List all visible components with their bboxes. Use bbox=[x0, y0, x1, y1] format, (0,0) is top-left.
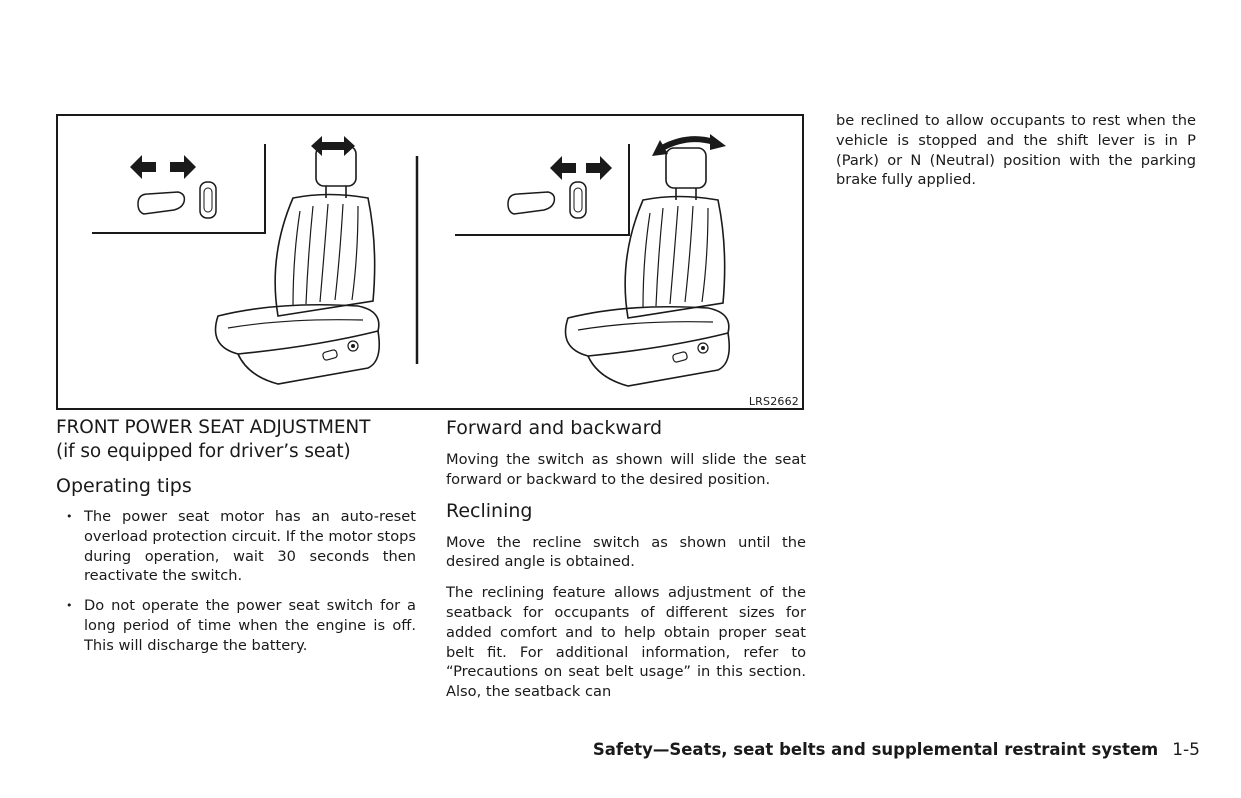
tips-list bbox=[56, 507, 416, 656]
reclining-heading: Reclining bbox=[446, 499, 533, 522]
continued-text: be reclined to allow occupants to rest when the vehicle is stopped and the shift lever is in P (Park) or N (Neutral) position with the parking brake fully applied. bbox=[836, 112, 1196, 189]
seat-illustration bbox=[58, 116, 802, 408]
operating-tips-heading: Operating tips bbox=[56, 475, 192, 497]
seat-adjustment-figure bbox=[56, 114, 804, 410]
middle-column bbox=[446, 416, 806, 702]
footer-section-title: Safety—Seats, seat belts and supplemental restraint system bbox=[592, 740, 1159, 759]
section-title-line2: (if so equipped for driver’s seat) bbox=[56, 441, 351, 462]
figure-id-label: LRS2662 bbox=[748, 395, 799, 408]
page-footer bbox=[560, 740, 1200, 760]
section-title-line1: FRONT POWER SEAT ADJUSTMENT bbox=[56, 417, 371, 438]
list-item: • The power seat motor has an auto-reset overload protection circuit. If the motor stops during operation, wait 30 seconds then reactivate the switch. bbox=[56, 507, 416, 586]
page-number: 1-5 bbox=[1172, 740, 1200, 760]
reclining-text-2: The reclining feature allows adjustment of the seatback for occupants of different sizes for added comfort and to help obtain proper seat belt fit. For additional information, refer to “Precautions on seat belt usage” in this section. Also, the seatback can bbox=[446, 584, 806, 701]
reclining-text-1: Move the recline switch as shown until the desired angle is obtained. bbox=[446, 533, 806, 571]
forward-backward-heading: Forward and backward bbox=[446, 417, 663, 439]
left-column bbox=[56, 416, 416, 656]
list-item: • Do not operate the power seat switch for a long period of time when the engine is off. This will discharge the battery. bbox=[56, 596, 416, 655]
right-column bbox=[836, 111, 1196, 190]
forward-backward-text: Moving the switch as shown will slide the seat forward or backward to the desired position. bbox=[446, 451, 806, 488]
